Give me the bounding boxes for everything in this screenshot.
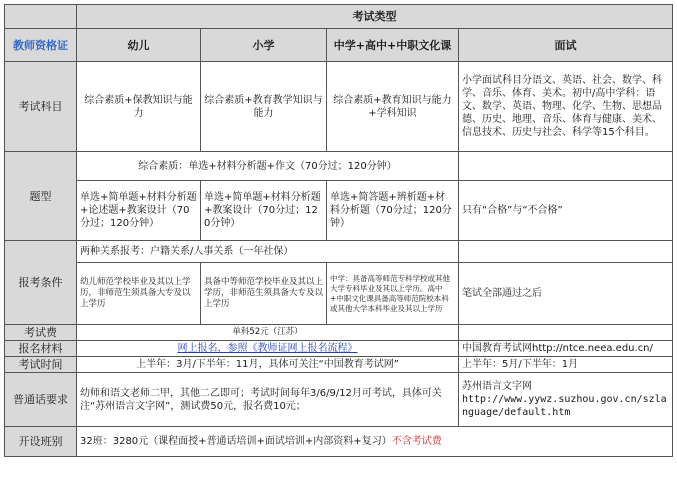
materials-interview [459,341,673,357]
question-types-interview: 只有“合格”与“不合格” [459,181,673,241]
subjects-primary: 综合素质+教育教学知识与能力 [201,62,327,152]
mandarin-site-url[interactable]: http://www.yywz.suzhou.gov.cn/szlanguage/default.htm [462,394,667,418]
question-types-kindergarten: 单选+简单题+材料分析题+论述题+教案设计（70分过；120分钟） [77,181,201,241]
question-types-primary: 单选+简单题+材料分析题+教案设计（70分过；120分钟） [201,181,327,241]
requirements-primary: 具备中等师范学校毕业及其以上学历，非师范生须具备大专及以上学历 [201,263,327,325]
registration-guide-link[interactable]: 网上报名，参照《教师证网上报名流程》 [177,343,358,354]
classes-fee-note: 不含考试费 [391,436,442,447]
subjects-secondary: 综合素质+教育知识与能力+学科知识 [327,62,459,152]
column-header-secondary: 中学+高中+中职文化课 [327,29,459,62]
question-types-common: 综合素质：单选+材料分析题+作文（70分过；120分钟） [77,152,459,181]
row-label-fee: 考试费 [5,325,77,341]
requirements-kindergarten: 幼儿师范学校毕业及其以上学历，非师范生须具备大专及以上学历 [77,263,201,325]
question-types-interview-top [459,152,673,181]
ntce-website-link[interactable]: 中国教育考试网http://ntce.neea.edu.cn/ [462,343,653,354]
row-label-subjects: 考试科目 [5,62,77,152]
header-corner-top [5,5,77,29]
corner-label: 教师资格证 [5,29,77,62]
requirements-interview-top [459,241,673,263]
row-label-question-types: 题型 [5,152,77,241]
classes-description: 32班：3280元（课程面授+普通话培训+面试培训+内部资料+复习） [80,436,392,447]
column-header-interview: 面试 [459,29,673,62]
exam-type-title: 考试类型 [77,5,673,29]
classes-value [77,427,673,457]
mandarin-value: 幼师和语文老师二甲，其他二乙即可；考试时间每年3/6/9/12月可考试，具体可关注“苏州语言文字网”，测试费50元，报名费10元； [77,373,459,427]
exam-time-value: 上半年：3月/下半年：11月，具体可关注“中国教育考试网” [77,357,459,373]
materials-cell [77,341,459,357]
row-label-mandarin: 普通话要求 [5,373,77,427]
fee-value: 单科52元（江苏） [77,325,459,341]
row-label-exam-time: 考试时间 [5,357,77,373]
row-label-classes: 开设班别 [5,427,77,457]
mandarin-site-name: 苏州语言文字网 [462,381,532,392]
mandarin-interview [459,373,673,427]
teacher-certificate-table [4,4,673,457]
exam-time-interview: 上半年：5月/下半年：1月 [459,357,673,373]
requirements-secondary: 中学：具备高等师范专科学校或其他大学专科毕业及其以上学历。高中+中职文化课具备高等师范院校本科或其他大学本科毕业及其以上学历 [327,263,459,325]
subjects-kindergarten: 综合素质+保教知识与能力 [77,62,201,152]
question-types-secondary: 单选+简答题+辨析题+材料分析题（70分过；120分钟） [327,181,459,241]
subjects-interview: 小学面试科目分语文、英语、社会、数学、科学、音乐、体育、美术。初中/高中学科：语文、数学、英语、物理、化学、生物、思想品德、历史、地理、音乐、体育与健康、美术、信息技术、历史与社会、科学等15个科目。 [459,62,673,152]
row-label-materials: 报名材料 [5,341,77,357]
requirements-common: 两种关系报考：户籍关系/人事关系（一年社保） [77,241,459,263]
fee-interview [459,325,673,341]
row-label-requirements: 报考条件 [5,241,77,325]
requirements-interview: 笔试全部通过之后 [459,263,673,325]
column-header-kindergarten: 幼儿 [77,29,201,62]
column-header-primary: 小学 [201,29,327,62]
